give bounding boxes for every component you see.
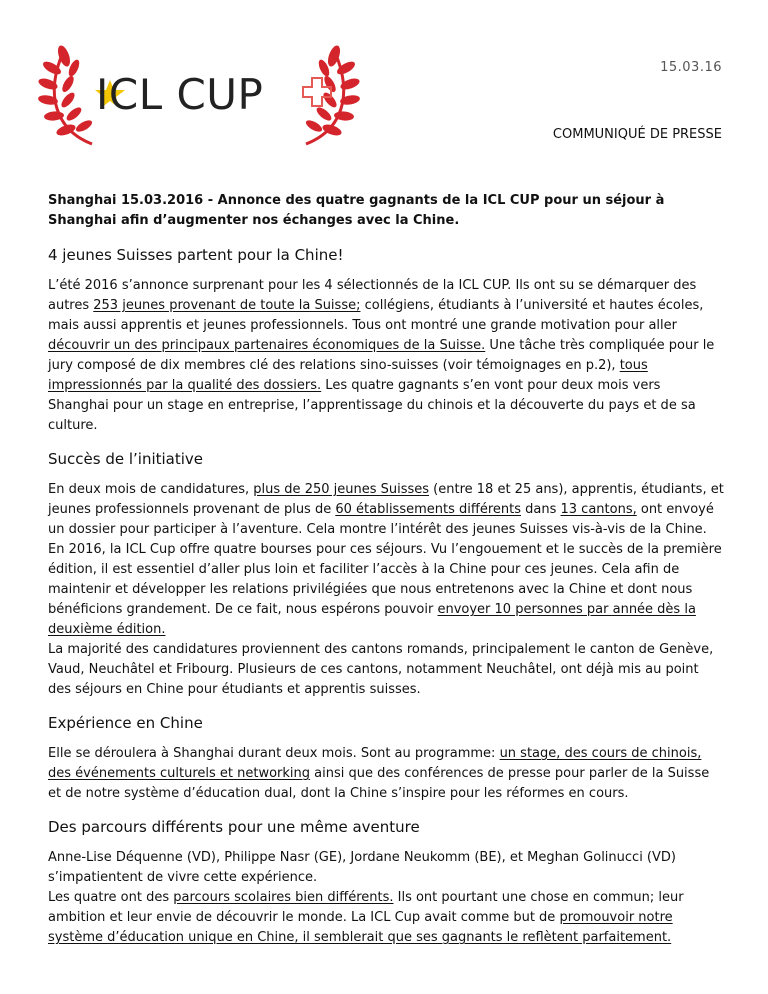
section-paragraph: Les quatre ont des parcours scolaires bien différents. Ils ont pourtant une chose en commun; leur ambition et leur envie de découvrir le monde. La ICL Cup avait comme but de promouvoir notre système d’éducation unique en Chine, il semblerait que ses gagnants le reflètent parfaitement. <box>48 890 684 945</box>
icl-cup-logo <box>34 40 364 150</box>
section-paragraph: Anne-Lise Déquenne (VD), Philippe Nasr (GE), Jordane Neukomm (BE), et Meghan Golinucci (VD) s’impatientent de vivre cette expérience. <box>48 850 676 885</box>
section-title: Succès de l’initiative <box>48 450 204 468</box>
section-paragraph: La majorité des candidatures proviennent des cantons romands, principalement le canton de Genève, Vaud, Neuchâtel et Fribourg. Plusieurs de ces cantons, notamment Neuchâtel, ont déjà mis au point des séjours en Chine pour étudiants et apprentis suisses. <box>48 642 714 697</box>
press-release-body <box>48 191 724 961</box>
section-title: Expérience en Chine <box>48 714 203 732</box>
section-paragraph: En deux mois de candidatures, plus de 250 jeunes Suisses (entre 18 et 25 ans), apprentis, étudiants, et jeunes professionnels provenant de plus de 60 établissements différents dans 13 cantons, ont envoyé un dossier pour participer à l’aventure. Cela montre l’intérêt des jeunes Suisses vis-à-vis de la Chine. En 2016, la ICL Cup offre quatre bourses pour ces séjours. Vu l’engouement et le succès de la première édition, il est essentiel d’aller plus loin et faciliter l’accès à la Chine pour ces jeunes. Cela afin de maintenir et développer les relations privilégiées que nous entretenons avec la Chine et dont nous bénéficions grandement. De ce fait, nous espérons pouvoir envoyer 10 personnes par année dès la deuxième édition. <box>48 482 724 637</box>
document-type: COMMUNIQUÉ DE PRESSE <box>552 127 722 142</box>
lead-paragraph: Shanghai 15.03.2016 - Annonce des quatre gagnants de la ICL CUP pour un séjour à Shanghai afin d’augmenter nos échanges avec la Chine. <box>48 193 665 228</box>
section-title: 4 jeunes Suisses partent pour la Chine! <box>48 246 344 264</box>
logo-text: ICL CUP <box>96 70 264 119</box>
document-date: 15.03.16 <box>660 60 722 75</box>
section-paragraph: Elle se déroulera à Shanghai durant deux mois. Sont au programme: un stage, des cours de chinois, des événements culturels et networking ainsi que des conférences de presse pour parler de la Suisse et de notre système d’éducation dual, dont la Chine s’inspire pour les réformes en cours. <box>48 746 710 801</box>
section-title: Des parcours différents pour une même aventure <box>48 818 420 836</box>
section-paragraph: L’été 2016 s’annonce surprenant pour les 4 sélectionnés de la ICL CUP. Ils ont su se démarquer des autres 253 jeunes provenant de toute la Suisse; collégiens, étudiants à l’université et hautes écoles, mais aussi apprentis et jeunes professionnels. Tous ont montré une grande motivation pour aller découvrir un des principaux partenaires économiques de la Suisse. Une tâche très compliquée pour le jury composé de dix membres clé des relations sino-suisses (voir témoignages en p.2), tous impressionnés par la qualité des dossiers. Les quatre gagnants s’en vont pour deux mois vers Shanghai pour un stage en entreprise, l’apprentissage du chinois et la découverte du pays et de sa culture. <box>48 278 715 433</box>
